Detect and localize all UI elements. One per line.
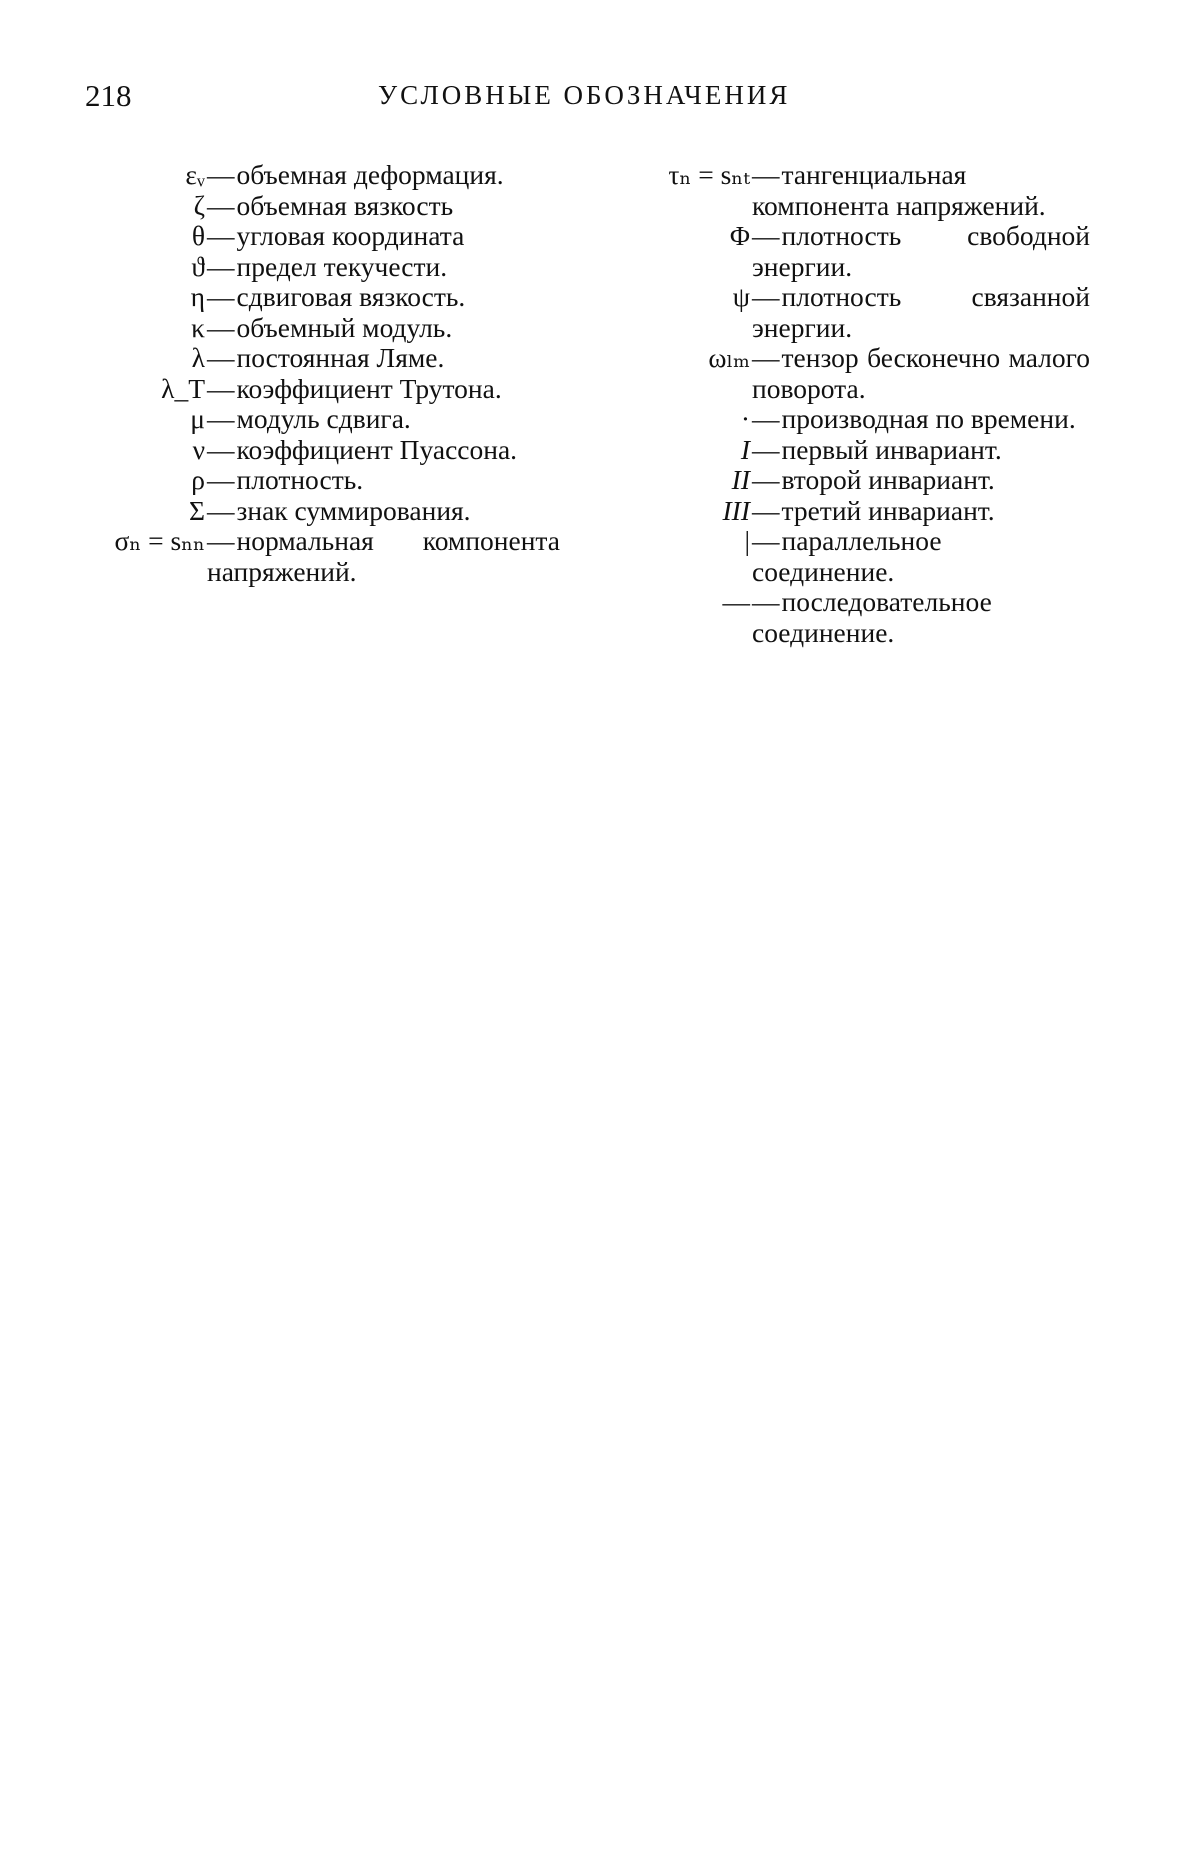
notation-entry: [80, 313, 560, 344]
notation-entry: [80, 374, 560, 405]
notation-description: — плотность.: [207, 465, 560, 496]
notation-description: — модуль сдвига.: [207, 404, 560, 435]
notation-symbol: I: [740, 433, 750, 465]
page-number: 218: [85, 78, 132, 113]
notation-list-left: [80, 160, 560, 587]
notation-symbol: τₙ = sₙₜ: [668, 159, 750, 190]
notation-description: — сдвиговая вязкость.: [207, 282, 560, 313]
notation-entry: [80, 496, 560, 527]
notation-entry: [80, 343, 560, 374]
notation-entry: [80, 526, 560, 587]
notation-symbol: ψ: [732, 281, 750, 312]
notation-description: — параллельное соединение.: [752, 526, 1090, 587]
notation-symbol: II: [731, 464, 750, 495]
notation-symbol: η: [190, 281, 205, 312]
notation-description: — угловая координата: [207, 221, 560, 252]
notation-symbol: Φ: [729, 220, 750, 251]
notation-description: — плотность свободной энергии.: [752, 221, 1090, 282]
notation-symbol: ϑ: [191, 250, 205, 282]
notation-entry: [80, 191, 560, 222]
notation-description: — коэффициент Пуассона.: [207, 435, 560, 466]
notation-list-right: [610, 160, 1090, 648]
dot-symbol: ·: [740, 403, 750, 434]
notation-entry: [610, 465, 1090, 496]
notation-description: — предел текучести.: [207, 252, 560, 283]
notation-description: — тангенциальная компонента напряжений.: [752, 160, 1090, 221]
notation-entry: [610, 282, 1090, 343]
notation-symbol: ωₗₘ: [708, 342, 750, 373]
notation-entry: [80, 404, 560, 435]
notation-entry: [610, 526, 1090, 587]
notation-description: — коэффициент Трутона.: [207, 374, 560, 405]
notation-description: — последовательное соединение.: [752, 587, 1090, 648]
notation-symbol: λ: [191, 342, 205, 373]
notation-entry: [80, 252, 560, 283]
notation-symbol: III: [722, 494, 750, 526]
notation-description: — первый инвариант.: [752, 435, 1090, 466]
page-header: [0, 78, 1200, 118]
parallel-bar-symbol: |: [744, 525, 750, 556]
notation-description: — плотность связанной энергии.: [752, 282, 1090, 343]
notation-symbol: λ_T: [161, 372, 205, 404]
running-title: УСЛОВНЫЕ ОБОЗНАЧЕНИЯ: [378, 80, 791, 110]
notation-entry: [610, 404, 1090, 435]
notation-description: — знак суммирования.: [207, 496, 560, 527]
notation-entry: [610, 587, 1090, 648]
notation-entry: [80, 282, 560, 313]
notation-symbol: εᵥ: [185, 159, 205, 190]
notation-entry: [80, 160, 560, 191]
notation-entry: [610, 435, 1090, 466]
notation-entry: [610, 160, 1090, 221]
notation-description: — постоянная Ляме.: [207, 343, 560, 374]
notation-symbol: θ: [191, 220, 205, 251]
notation-description: — третий инвариант.: [752, 496, 1090, 527]
notation-symbol: ρ: [191, 464, 205, 495]
notation-symbol: μ: [190, 403, 205, 434]
series-dash-symbol: —: [722, 586, 750, 617]
notation-symbol: κ: [191, 311, 205, 343]
notation-description: — объемная вязкость: [207, 191, 560, 222]
notation-entry: [610, 496, 1090, 527]
notation-entry: [610, 221, 1090, 282]
notation-description: — тензор бесконечно малого поворота.: [752, 343, 1090, 404]
notation-description: — объемная деформация.: [207, 160, 560, 191]
notation-entry: [80, 465, 560, 496]
notation-symbol: ζ: [193, 189, 205, 221]
notation-description: — производная по времени.: [752, 404, 1090, 435]
notation-entry: [80, 435, 560, 466]
notation-symbol: Σ: [188, 494, 205, 526]
notation-entry: [80, 221, 560, 252]
notation-symbol: ν: [192, 433, 205, 465]
notation-description: — нормальная компонента напряжений.: [207, 526, 560, 587]
notation-description: — второй инвариант.: [752, 465, 1090, 496]
notation-description: — объемный модуль.: [207, 313, 560, 344]
notation-entry: [610, 343, 1090, 404]
notation-symbol: σₙ = sₙₙ: [114, 525, 205, 556]
